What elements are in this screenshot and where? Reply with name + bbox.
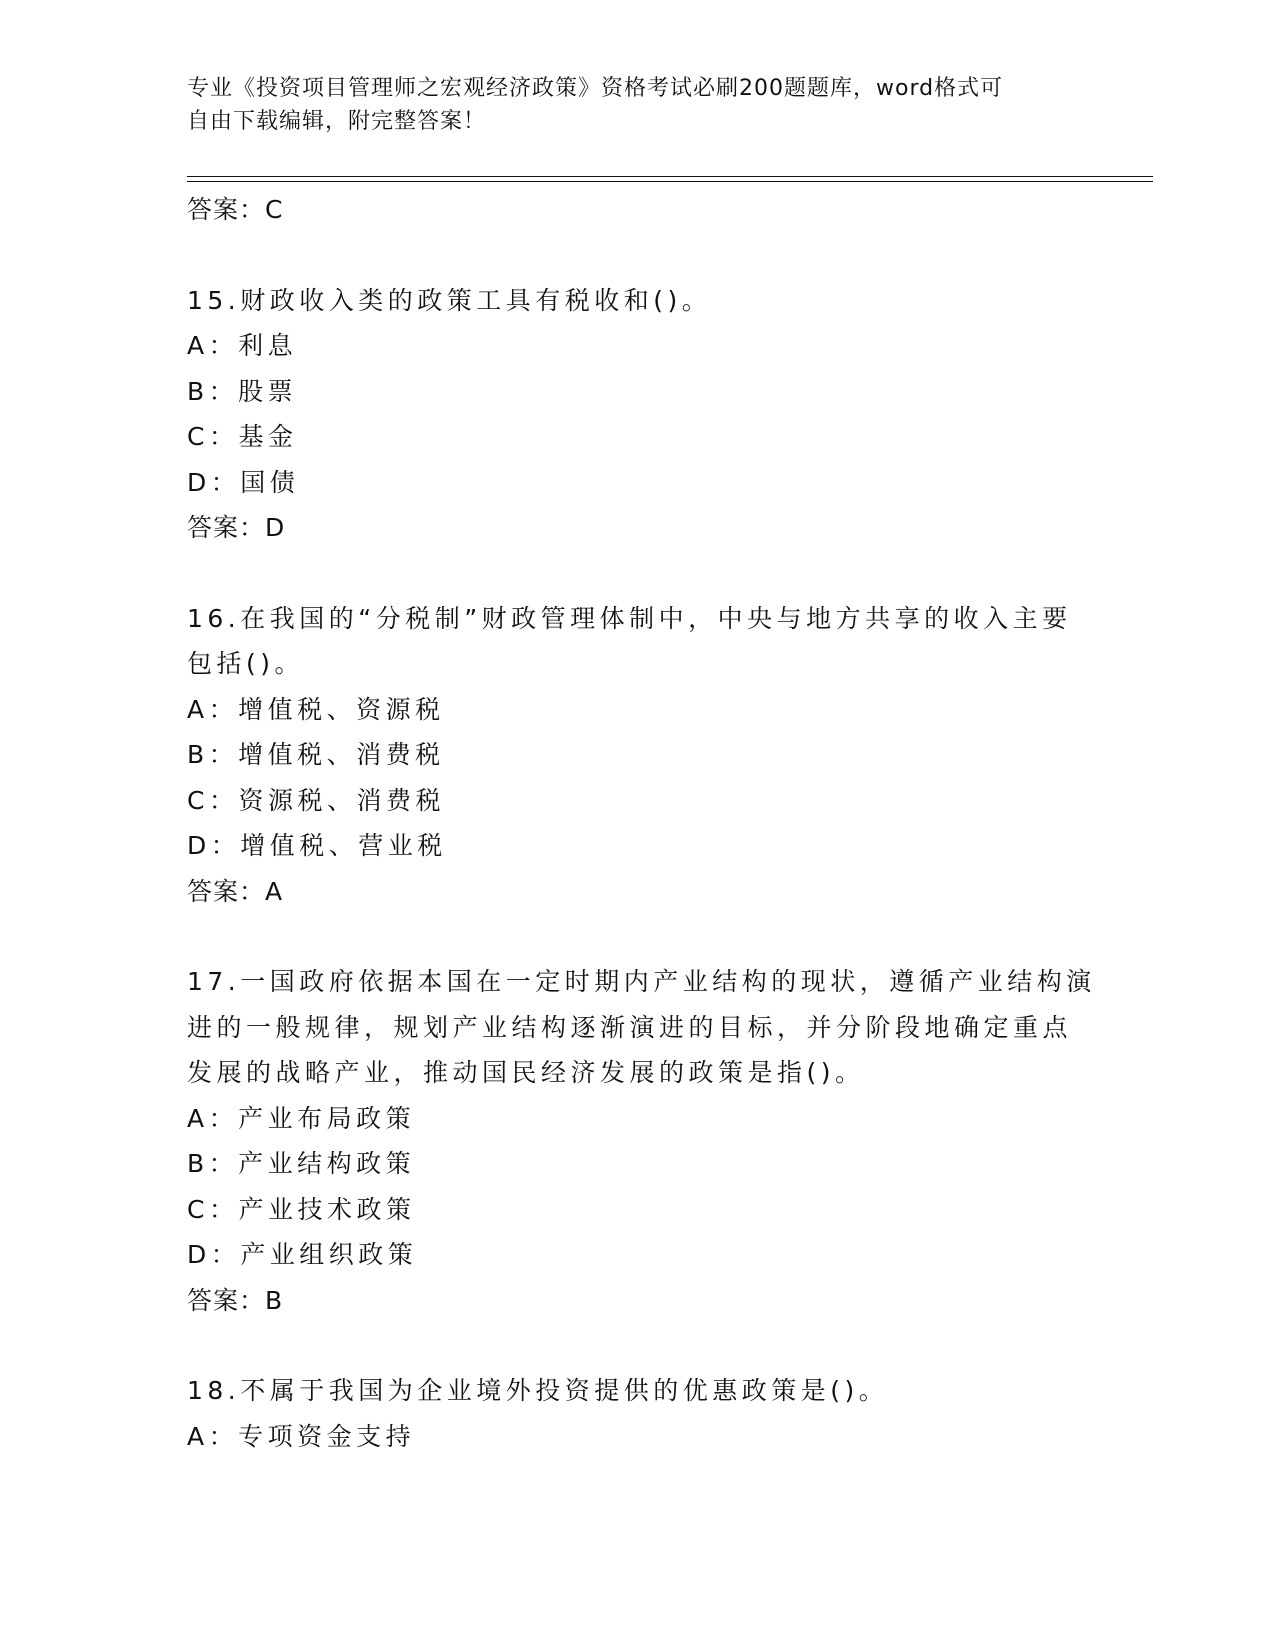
option-b: B：增值税、消费税 [187, 740, 445, 769]
question-18 [187, 1368, 1087, 1459]
option-c: C：资源税、消费税 [187, 785, 445, 815]
header-line-1: 专业《投资项目管理师之宏观经济政策》资格考试必刷200题题库，word格式可 [187, 76, 1004, 101]
option-c: C：基金 [187, 422, 298, 451]
question-stem: 17.一国政府依据本国在一定时期内产业结构的现状，遵循产业结构演 [187, 967, 1096, 996]
option-a: A：利息 [187, 331, 298, 360]
option-c: C：产业技术政策 [187, 1194, 416, 1224]
answer-line: 答案：B [187, 1285, 284, 1315]
question-stem: 16.在我国的“分税制”财政管理体制中，中央与地方共享的收入主要 [187, 603, 1072, 633]
option-d: D：产业组织政策 [187, 1240, 418, 1269]
question-15 [187, 278, 1087, 551]
question-stem: 包括()。 [187, 649, 305, 678]
header-line-2: 自由下载编辑，附完整答案！ [187, 109, 487, 134]
document-header [187, 72, 1087, 138]
answer-line: 答案：A [187, 876, 284, 906]
option-d: D：增值税、营业税 [187, 831, 447, 860]
header-rule-bottom [187, 181, 1153, 182]
option-a: A：产业布局政策 [187, 1103, 416, 1133]
answer-line: 答案：D [187, 513, 286, 542]
header-rule-top [187, 176, 1153, 177]
option-a: A：专项资金支持 [187, 1421, 416, 1451]
question-stem: 18.不属于我国为企业境外投资提供的优惠政策是()。 [187, 1376, 889, 1405]
question-stem: 进的一般规律，规划产业结构逐渐演进的目标，并分阶段地确定重点 [187, 1012, 1073, 1042]
question-17 [187, 959, 1096, 1323]
option-d: D：国债 [187, 467, 300, 497]
option-b: B：股票 [187, 376, 298, 406]
question-stem: 发展的战略产业，推动国民经济发展的政策是指()。 [187, 1058, 865, 1087]
question-list [187, 187, 1096, 1459]
answer-line: 答案：C [187, 195, 284, 224]
option-a: A：增值税、资源税 [187, 694, 445, 724]
option-b: B：产业结构政策 [187, 1149, 416, 1178]
question-16 [187, 596, 1087, 915]
question-stem: 15.财政收入类的政策工具有税收和()。 [187, 285, 712, 315]
